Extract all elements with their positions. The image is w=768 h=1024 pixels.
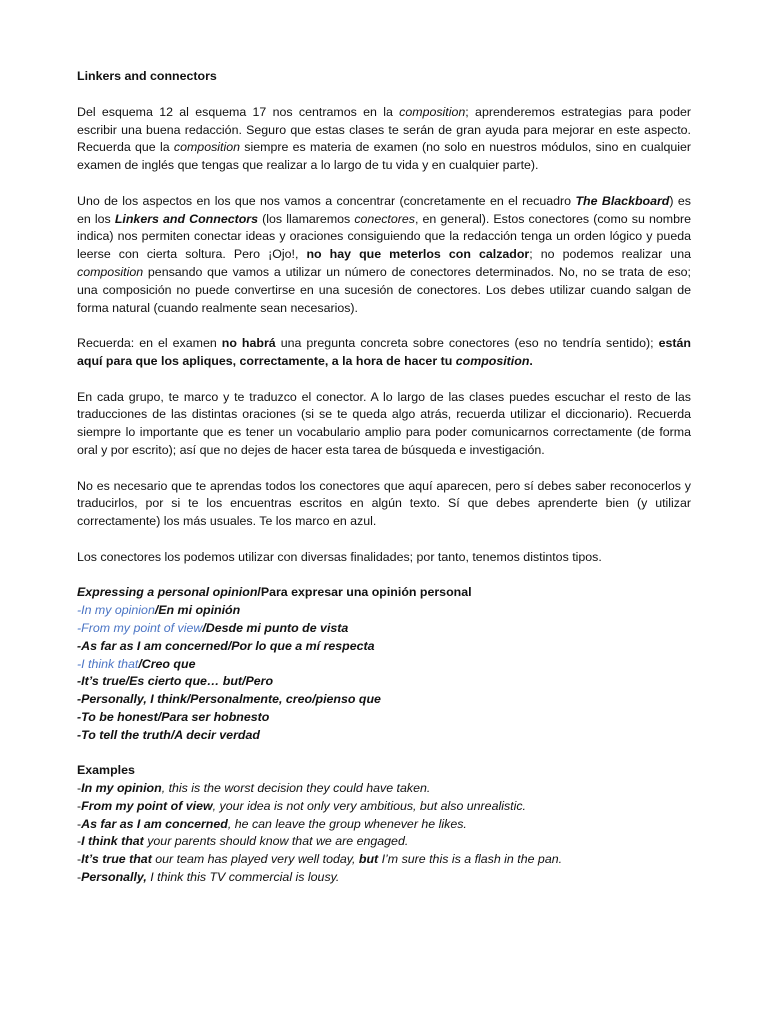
text-run: conectores xyxy=(354,211,415,226)
text-run: (los llamaremos xyxy=(258,211,355,226)
connector-es: /Creo que xyxy=(138,656,196,671)
example-rest: , your idea is not only very ambitious, but also unrealistic. xyxy=(212,798,527,813)
connector-en: It’s true xyxy=(81,674,126,689)
dash: - xyxy=(77,692,82,707)
document-page xyxy=(77,68,691,905)
text-run: ; no podemos realizar una xyxy=(529,247,691,262)
example-item: -I think that your parents should know that we are engaged. xyxy=(77,834,409,849)
connector-es: /Personalmente, creo/pienso que xyxy=(186,692,381,707)
example-rest: , this is the worst decision they could have taken. xyxy=(161,781,431,796)
text-run: ; aprenderemos estrategias para poder escribir una buena redacción. Seguro que estas clases te serán de gran ayuda para mejorar en este aspecto. Recuerda que la xyxy=(77,104,692,155)
text-run: están aquí para que los apliques, correctamente, a la hora de hacer tu xyxy=(77,336,691,368)
example-lead: It’s true that xyxy=(81,852,152,867)
text-run: Del esquema 12 al esquema 17 nos centramos en la xyxy=(77,104,400,119)
list-item xyxy=(77,673,691,691)
opinion-connectors-list xyxy=(77,584,691,744)
text-run: pensando que vamos a utilizar un número de conectores determinados. No, no se trata de eso; una composición no puede convertirse en una sucesión de conectores. Los debes utilizar cuando salgan de forma natural (cuando realmente sean necesarios). xyxy=(77,264,691,315)
connector-en: From my point of view xyxy=(81,620,203,635)
text-run: The Blackboard xyxy=(575,193,670,208)
text-run: Uno de los aspectos en los que nos vamos a concentrar (concretamente en el recuadro xyxy=(77,193,576,208)
text-run: . xyxy=(529,353,533,368)
connector-en: In my opinion xyxy=(81,603,155,618)
example-lead: In my opinion xyxy=(81,781,162,796)
text-run: composition xyxy=(77,264,144,279)
section-heading xyxy=(77,584,691,602)
example-lead: From my point of view xyxy=(81,798,213,813)
dash: - xyxy=(77,656,82,671)
text-run: no hay que meterlos con calzador xyxy=(306,247,530,262)
text-run: composition xyxy=(173,140,241,155)
connector-en: To be honest xyxy=(81,709,158,724)
text-run: ) es en los xyxy=(77,193,691,226)
connector-es: /Por lo que a mí respecta xyxy=(227,638,375,653)
list-item xyxy=(77,691,691,709)
text-run: , en general). Estos conectores (como su nombre indica) nos permiten conectar ideas y oraciones consiguiendo que la redacción tenga un orden lógico y pueda leerse con cierta soltura. Pero ¡Ojo!, xyxy=(77,211,691,262)
connector-es: /A decir verdad xyxy=(170,727,260,742)
text-run: composition xyxy=(455,353,530,368)
text-run: no habrá xyxy=(221,336,276,351)
document-title: Linkers and connectors xyxy=(77,69,217,83)
examples-heading: Examples xyxy=(77,763,135,778)
aspects-paragraph xyxy=(77,193,691,318)
connector-en: I think that xyxy=(81,656,139,671)
example-rest: I’m sure this is a flash in the pan. xyxy=(378,852,563,867)
text-run: una pregunta concreta sobre conectores (eso no tendría sentido); xyxy=(275,336,659,351)
example-lead: Personally, xyxy=(81,870,147,885)
list-item xyxy=(77,727,691,745)
translation-paragraph: En cada grupo, te marco y te traduzco el conector. A lo largo de las clases puedes escuchar el resto de las traducciones de las distintas oraciones (si se te queda algo atrás, recuerda utilizar el diccionario). Recuerda siempre lo importante que es tener un vocabulario amplio para poder comunicarnos correctamente (de forma oral y por escrito); así que no dejes de hacer esta tarea de búsqueda e investigación. xyxy=(77,389,691,457)
example-item: -As far as I am concerned, he can leave the group whenever he likes. xyxy=(77,816,467,831)
example-rest: our team has played very well today, xyxy=(151,852,359,867)
types-paragraph: Los conectores los podemos utilizar con diversas finalidades; por tanto, tenemos distintos tipos. xyxy=(77,549,602,564)
dash: - xyxy=(77,727,82,742)
connector-en: Personally, I think xyxy=(81,692,187,707)
connector-es: /Desde mi punto de vista xyxy=(202,620,349,635)
text-run: siempre es materia de examen (no solo en nuestros módulos, sino en cualquier examen de inglés que tengas que realizar a lo largo de tu vida y en cualquier parte). xyxy=(77,140,691,173)
dash: - xyxy=(77,709,82,724)
intro-paragraph xyxy=(77,104,691,175)
example-item: -It’s true that our team has played very well today, but I’m sure this is a flash in the pan. xyxy=(77,852,563,867)
example-lead: but xyxy=(358,852,379,867)
text-run: Recuerda: en el examen xyxy=(77,336,222,351)
connector-es: /Para ser hobnesto xyxy=(157,709,270,724)
connector-en: As far as I am concerned xyxy=(81,638,228,653)
list-item xyxy=(77,656,691,674)
connector-en: To tell the truth xyxy=(81,727,171,742)
list-item xyxy=(77,638,691,656)
example-lead: As far as I am concerned xyxy=(81,816,228,831)
dash: - xyxy=(77,638,82,653)
list-item xyxy=(77,709,691,727)
example-rest: your parents should know that we are engaged. xyxy=(143,834,409,849)
connector-es: /Es cierto que… but/Pero xyxy=(125,674,274,689)
example-rest: , he can leave the group whenever he likes. xyxy=(227,816,467,831)
example-item: -In my opinion, this is the worst decision they could have taken. xyxy=(77,781,431,796)
heading-en: Expressing a personal opinion xyxy=(77,585,258,600)
connector-es: /En mi opinión xyxy=(154,603,241,618)
list-item xyxy=(77,602,691,620)
example-item: -Personally, I think this TV commercial is lousy. xyxy=(77,870,340,885)
example-item: -From my point of view, your idea is not only very ambitious, but also unrealistic. xyxy=(77,798,527,813)
example-lead: I think that xyxy=(81,834,144,849)
learning-paragraph: No es necesario que te aprendas todos los conectores que aquí aparecen, pero sí debes saber reconocerlos y traducirlos, por si te los encuentras escritos en algún texto. Sí que debes aprenderte bien (y utilizar correctamente) los más usuales. Te los marco en azul. xyxy=(77,478,691,529)
list-item xyxy=(77,620,691,638)
examples-list xyxy=(77,762,691,887)
dash: - xyxy=(77,620,82,635)
heading-es: /Para expresar una opinión personal xyxy=(257,585,472,600)
example-rest: I think this TV commercial is lousy. xyxy=(146,870,340,885)
exam-reminder-paragraph xyxy=(77,335,691,371)
text-run: composition xyxy=(399,104,466,119)
dash: - xyxy=(77,603,82,618)
text-run: Linkers and Connectors xyxy=(114,211,259,226)
dash: - xyxy=(77,674,82,689)
